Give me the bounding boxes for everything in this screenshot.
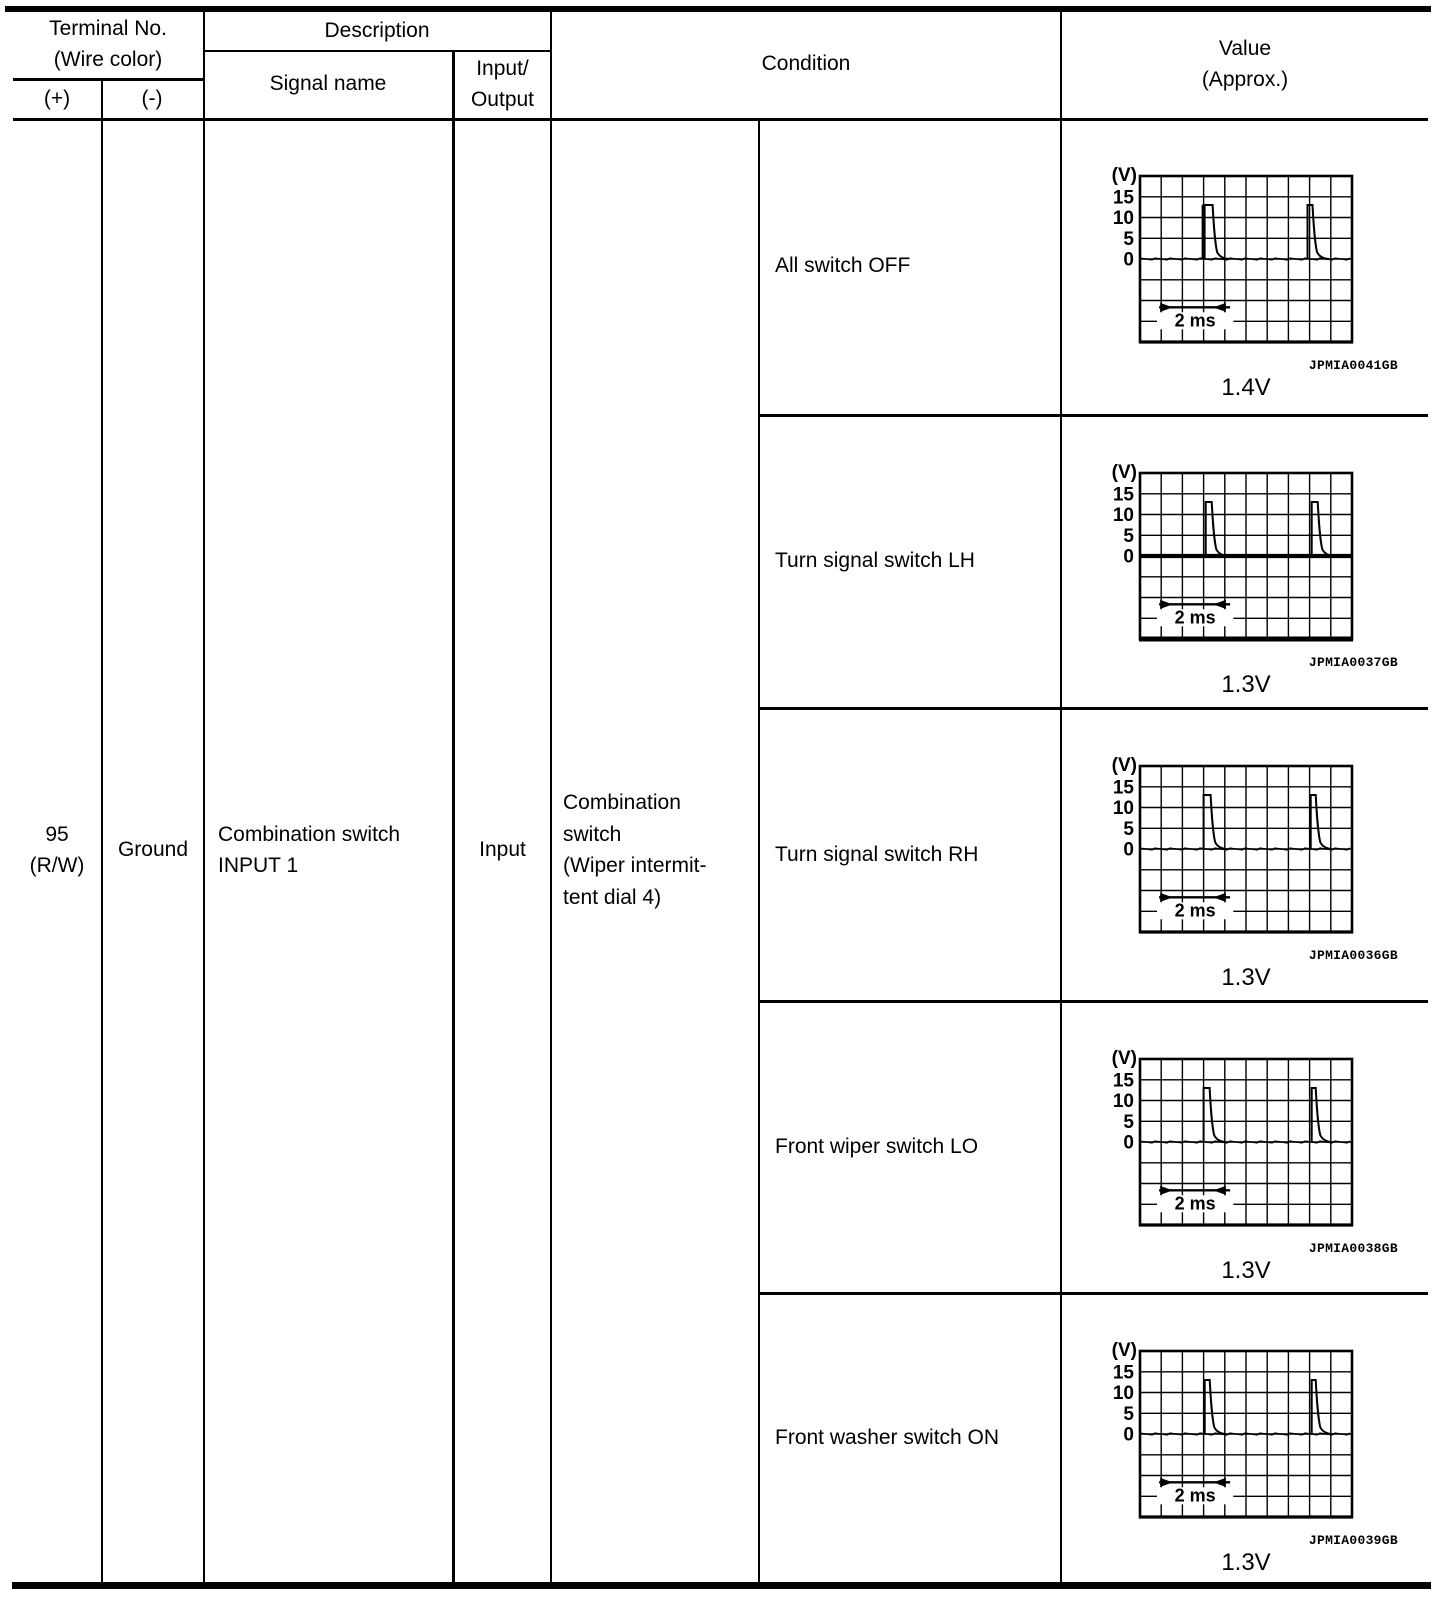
scope-y-axis-unit: (V) xyxy=(1111,165,1137,186)
input-output-cell: Input xyxy=(479,838,526,862)
scope-y-tick-label: 10 xyxy=(1112,1383,1134,1404)
terminal-minus-cell: Ground xyxy=(117,838,189,862)
scope-pulse-trace xyxy=(1312,1380,1333,1434)
time-span-label: 2 ms xyxy=(1174,900,1216,921)
time-span-arrow-left-icon xyxy=(1160,600,1173,609)
time-span-arrow-left-icon xyxy=(1160,893,1173,902)
scope-y-tick-label: 15 xyxy=(1112,484,1134,506)
scope-y-tick-label: 0 xyxy=(1123,839,1134,861)
scope-pulse-trace xyxy=(1204,1088,1227,1142)
signal-name-cell: Combination switch INPUT 1 xyxy=(218,822,401,877)
approx-value: 1.3V xyxy=(1221,964,1271,991)
scope-y-tick-label: 5 xyxy=(1123,818,1134,840)
scope-pulse-trace xyxy=(1205,1380,1227,1434)
scope-y-tick-label: 5 xyxy=(1123,525,1134,547)
header-signal-name: Signal name xyxy=(269,72,387,96)
scope-y-axis-unit: (V) xyxy=(1111,462,1137,483)
oscilloscope-waveform xyxy=(1085,1049,1375,1239)
figure-code: JPMIA0036GB xyxy=(1308,948,1398,963)
scope-y-tick-label: 15 xyxy=(1112,1070,1134,1092)
scope-y-axis-unit: (V) xyxy=(1111,755,1137,776)
time-span-arrow-left-icon xyxy=(1160,1186,1173,1195)
scope-y-tick-label: 0 xyxy=(1123,249,1134,271)
header-condition: Condition xyxy=(761,52,851,76)
time-span-label: 2 ms xyxy=(1174,607,1216,628)
scope-y-tick-label: 0 xyxy=(1123,546,1134,568)
approx-value: 1.3V xyxy=(1221,1549,1271,1576)
time-span-arrow-left-icon xyxy=(1160,303,1173,312)
scope-y-tick-label: 5 xyxy=(1123,1111,1134,1133)
header-value: Value (Approx.) xyxy=(1201,36,1289,91)
scope-pulse-trace xyxy=(1312,1088,1333,1142)
time-span-label: 2 ms xyxy=(1174,1193,1216,1214)
header-minus: (-) xyxy=(141,87,163,111)
condition-group-cell: Combination switch (Wiper intermit- tent dial 4) xyxy=(563,791,707,909)
header-plus: (+) xyxy=(43,87,71,111)
scope-y-tick-label: 5 xyxy=(1123,228,1134,250)
approx-value: 1.4V xyxy=(1221,374,1271,401)
oscilloscope-waveform xyxy=(1085,166,1375,356)
figure-code: JPMIA0039GB xyxy=(1308,1533,1398,1548)
header-description: Description xyxy=(324,19,430,43)
scope-y-tick-label: 15 xyxy=(1112,777,1134,799)
scope-y-tick-label: 0 xyxy=(1123,1132,1134,1154)
oscilloscope-waveform xyxy=(1085,756,1375,946)
scope-y-tick-label: 5 xyxy=(1123,1403,1134,1425)
condition-cell: Turn signal switch LH xyxy=(775,549,975,572)
figure-code: JPMIA0041GB xyxy=(1308,358,1398,373)
time-span-label: 2 ms xyxy=(1174,310,1216,331)
oscilloscope-waveform xyxy=(1085,1341,1375,1531)
time-span-arrow-left-icon xyxy=(1160,1478,1173,1487)
time-span-label: 2 ms xyxy=(1174,1485,1216,1506)
header-input-output: Input/ Output xyxy=(470,56,535,111)
header-terminal-no: Terminal No. (Wire color) xyxy=(49,16,167,71)
scope-y-tick-label: 15 xyxy=(1112,187,1134,209)
oscilloscope-waveform xyxy=(1085,463,1375,653)
scope-y-tick-label: 10 xyxy=(1112,208,1134,229)
condition-cell: Front washer switch ON xyxy=(775,1425,1000,1449)
condition-cell: All switch OFF xyxy=(775,254,911,277)
scope-y-tick-label: 15 xyxy=(1112,1362,1134,1384)
scope-y-tick-label: 10 xyxy=(1112,798,1134,819)
terminal-plus-cell: 95 (R/W) xyxy=(29,822,85,877)
scope-y-tick-label: 10 xyxy=(1112,1091,1134,1112)
condition-cell: Front wiper switch LO xyxy=(775,1134,979,1158)
scope-y-tick-label: 0 xyxy=(1123,1424,1134,1446)
figure-code: JPMIA0038GB xyxy=(1308,1241,1398,1256)
approx-value: 1.3V xyxy=(1221,1257,1271,1284)
condition-cell: Turn signal switch RH xyxy=(775,842,979,866)
approx-value: 1.3V xyxy=(1221,671,1271,698)
scope-pulse-trace xyxy=(1308,205,1330,259)
scope-pulse-trace xyxy=(1311,795,1333,849)
scope-y-axis-unit: (V) xyxy=(1111,1340,1137,1361)
scope-pulse-trace xyxy=(1204,795,1228,849)
scope-y-axis-unit: (V) xyxy=(1111,1048,1137,1069)
figure-code: JPMIA0037GB xyxy=(1308,655,1398,670)
scope-y-tick-label: 10 xyxy=(1112,505,1134,526)
